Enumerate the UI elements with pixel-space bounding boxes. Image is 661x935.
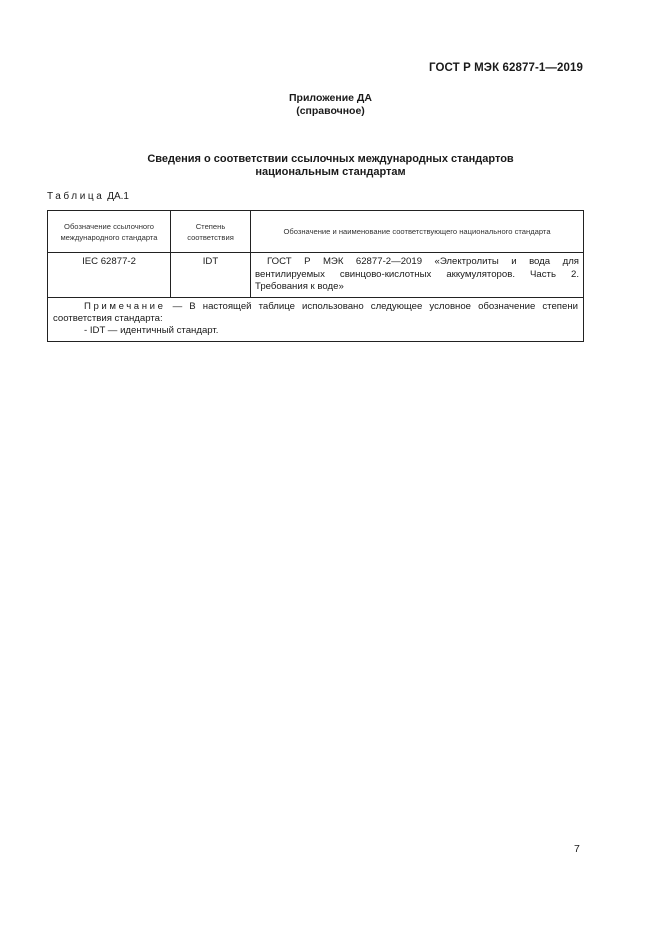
header-intl-standard: Обозначение ссылочного международного стандарта bbox=[48, 211, 171, 253]
correspondence-table bbox=[47, 210, 584, 342]
note-label: Примечание bbox=[84, 300, 166, 312]
annex-subtitle: (справочное) bbox=[296, 105, 365, 117]
annex-title: Приложение ДА bbox=[289, 92, 372, 104]
note-text: — В настоящей таблице использовано следующее условное обозначение степени соответствия стандарта: bbox=[53, 300, 578, 324]
cell-intl-standard: IEC 62877-2 bbox=[48, 253, 171, 298]
cell-degree: IDT bbox=[171, 253, 251, 298]
table-header-row bbox=[48, 211, 584, 253]
section-title-line-2: национальным стандартам bbox=[255, 166, 406, 178]
table-row bbox=[48, 253, 584, 298]
table-caption bbox=[47, 191, 129, 202]
table-caption-number: ДА.1 bbox=[107, 191, 129, 202]
header-degree: Степень соответствия bbox=[171, 211, 251, 253]
page-number: 7 bbox=[574, 843, 580, 855]
cell-national-standard: ГОСТ Р МЭК 62877-2—2019 «Электролиты и вода для вентилируемых свинцово-кислотных аккумуляторов. Часть 2. Требования к воде» bbox=[251, 253, 584, 298]
table-note-row bbox=[48, 297, 584, 341]
section-title-line-1: Сведения о соответствии ссылочных международных стандартов bbox=[147, 153, 514, 165]
section-title bbox=[0, 153, 661, 179]
document-code: ГОСТ Р МЭК 62877-1—2019 bbox=[429, 62, 583, 74]
table-note bbox=[48, 297, 584, 341]
annex-heading bbox=[0, 92, 661, 118]
note-item: - IDT — идентичный стандарт. bbox=[84, 324, 219, 336]
header-national-standard: Обозначение и наименование соответствующего национального стандарта bbox=[251, 211, 584, 253]
table-caption-word: Таблица bbox=[47, 191, 105, 202]
